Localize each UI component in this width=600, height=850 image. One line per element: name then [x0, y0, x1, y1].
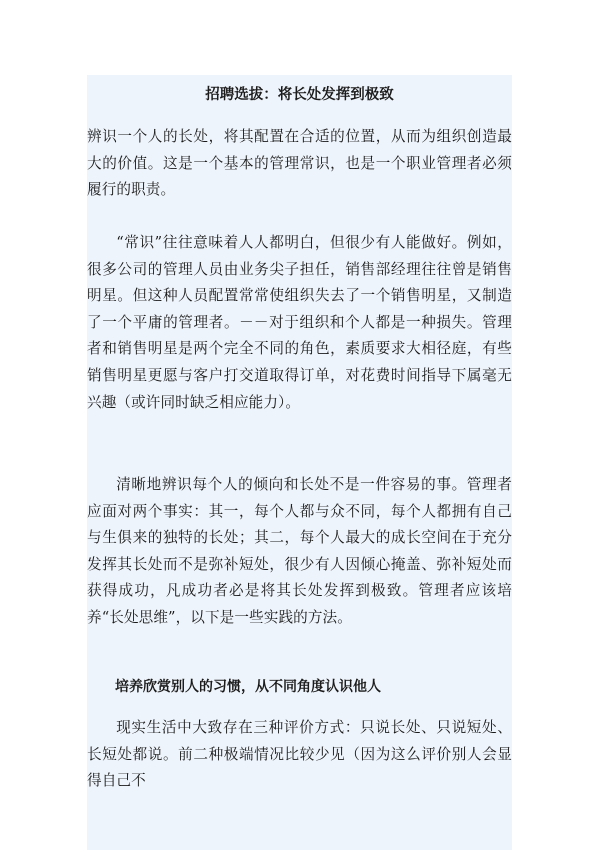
section-heading: 培养欣赏别人的习惯，从不同角度认识他人 [115, 679, 381, 695]
paragraph-1: 辨识一个人的长处，将其配置在合适的位置，从而为组织创造最大的价值。这是一个基本的管理常识，也是一个职业管理者必须履行的职责。 [87, 128, 512, 199]
section-paragraph: 现实生活中大致存在三种评价方式：只说长处、只说短处、长短处都说。前二种极端情况比较少见（因为这么评价别人会显得自己不 [87, 719, 512, 790]
paragraph-3: 清晰地辨识每个人的倾向和长处不是一件容易的事。管理者应面对两个事实：其一，每个人都与众不同，每个人都拥有自己与生俱来的独特的长处；其二，每个人最大的成长空间在于充分发挥其长处而不是弥补短处，很少有人因倾心掩盖、弥补短处而获得成功，凡成功者必是将其长处发挥到极致。管理者应该培养“长处思维”，以下是一些实践的方法。 [87, 476, 512, 626]
paragraph-2: “常识”往往意味着人人都明白，但很少有人能做好。例如，很多公司的管理人员由业务尖子担任，销售部经理往往曾是销售明星。但这种人员配置常常使组织失去了一个销售明星，又制造了一个平庸的管理者。－－对于组织和个人都是一种损失。管理者和销售明星是两个完全不同的角色，素质要求大相径庭，有些销售明星更愿与客户打交道取得订单，对花费时间指导下属毫无兴趣（或许同时缺乏相应能力）。 [87, 234, 512, 411]
document-title: 招聘选拔：将长处发挥到极致 [205, 87, 394, 103]
document-page [87, 75, 512, 850]
